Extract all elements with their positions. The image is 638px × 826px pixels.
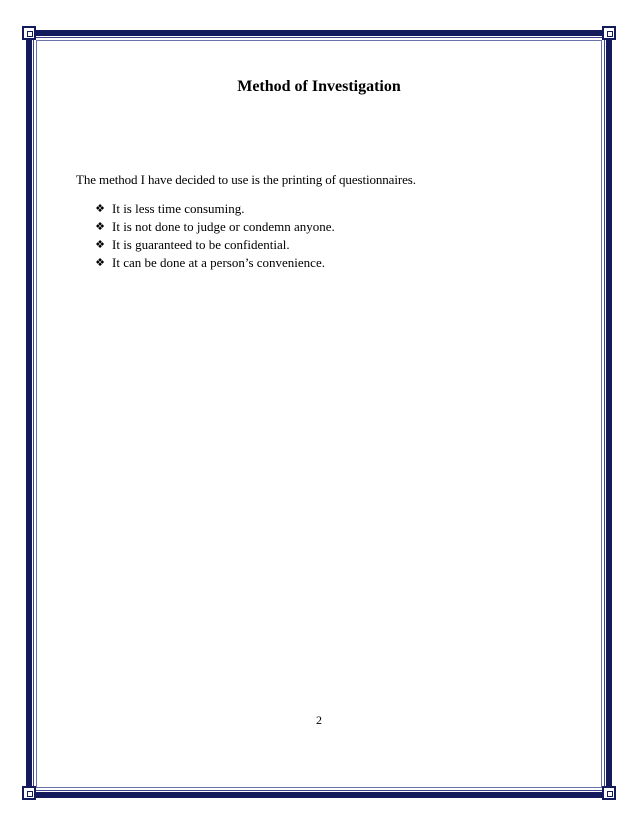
bullet-list [93,200,335,272]
diamond-bullet-icon: ❖ [95,202,105,215]
list-item [93,218,335,236]
list-item-text: It is less time consuming. [112,201,245,216]
list-item-text: It is guaranteed to be confidential. [112,237,290,252]
page-title: Method of Investigation [237,78,401,95]
intro-paragraph: The method I have decided to use is the printing of questionnaires. [76,172,416,187]
diamond-bullet-icon: ❖ [95,238,105,251]
border-corner-bottom-right [602,786,616,800]
diamond-bullet-icon: ❖ [95,220,105,233]
diamond-bullet-icon: ❖ [95,256,105,269]
list-item [93,254,335,272]
list-item [93,200,335,218]
page-border-innermost [36,40,602,788]
list-item-text: It is not done to judge or condemn anyone. [112,219,335,234]
page-number: 2 [316,713,322,727]
list-item-text: It can be done at a person’s convenience. [112,255,325,270]
border-corner-bottom-left [22,786,36,800]
list-item [93,236,335,254]
border-corner-top-left [22,26,36,40]
border-corner-top-right [602,26,616,40]
